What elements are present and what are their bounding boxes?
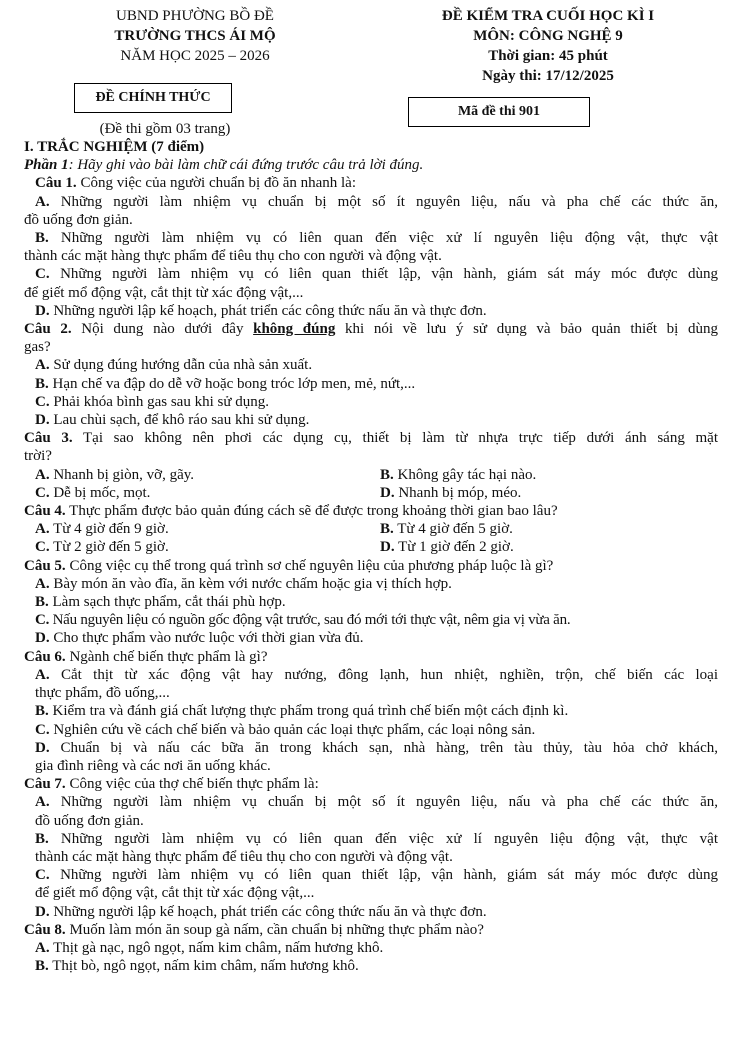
subject: MÔN: CÔNG NGHỆ 9: [473, 28, 623, 44]
q8-option-a: A. Thịt gà nạc, ngô ngọt, nấm kim châm, nấm hương khô.: [35, 939, 384, 956]
q7-option-a: A. Những người làm nhiệm vụ chuẩn bị một số ít nguyên liệu, nấu và pha chế các thức ăn,: [35, 794, 718, 811]
q1-option-a: A. Những người làm nhiệm vụ chuẩn bị một số ít nguyên liệu, nấu và pha chế các thức ăn,: [35, 193, 718, 210]
school-year: NĂM HỌC 2025 – 2026: [120, 48, 270, 64]
q3-options-row-2: [24, 484, 718, 502]
exam-content: [24, 138, 718, 975]
q7-option-c-cont: để giết mổ động vật, cắt thịt từ xác động vật,...: [35, 885, 315, 902]
q3-option-d: D. Nhanh bị móp, méo.: [380, 484, 522, 501]
header-right: [378, 6, 718, 86]
emphasis-not-correct: không đúng: [253, 321, 336, 338]
q5-option-c: C. Nấu nguyên liệu có nguồn gốc động vật trước, sau đó mới tới thực vật, nêm gia vị vừa ăn.: [35, 612, 571, 629]
q6-option-d-cont: gia đình riêng và các nơi ăn uống khác.: [35, 757, 271, 774]
q1-option-c-cont: để giết mổ động vật, cắt thịt từ xác động vật,...: [24, 284, 304, 301]
q4-option-c: C. Từ 2 giờ đến 5 giờ.: [35, 539, 169, 556]
pages-note: (Đề thi gồm 03 trang): [99, 121, 231, 137]
q4-option-a: A. Từ 4 giờ đến 9 giờ.: [35, 521, 169, 538]
q1-option-b: B. Những người làm nhiệm vụ có liên quan đến việc xử lí nguyên liệu động vật, thực vật: [35, 230, 718, 247]
question-3: Câu 3. Tại sao không nên phơi các dụng cụ, thiết bị làm từ nhựa trực tiếp dưới ánh sáng mặt: [24, 430, 718, 447]
q1-option-c: C. Những người làm nhiệm vụ có liên quan thiết lập, vận hành, giám sát máy móc được dùng: [35, 266, 718, 283]
district-name: UBND PHƯỜNG BỒ ĐỀ: [116, 8, 274, 24]
q1-option-b-cont: thành các mặt hàng thực phẩm để tiêu thụ cho con người và động vật.: [24, 248, 442, 265]
question-3-cont: trời?: [24, 448, 52, 465]
q2-option-b: B. Hạn chế va đập do dễ vỡ hoặc bong tróc lớp men, mẻ, nứt,...: [35, 375, 416, 392]
q7-option-b: B. Những người làm nhiệm vụ có liên quan đến việc xử lí nguyên liệu động vật, thực vật: [35, 830, 718, 847]
q3-option-b: B. Không gây tác hại nào.: [380, 466, 537, 483]
q2-option-c: C. Phải khóa bình gas sau khi sử dụng.: [35, 393, 269, 410]
q1-option-d: D. Những người lập kế hoạch, phát triển các công thức nấu ăn và thực đơn.: [35, 302, 487, 319]
header-left: [40, 6, 350, 66]
q4-options-row-2: [24, 538, 718, 556]
section-title: I. TRẮC NGHIỆM (7 điểm): [24, 139, 205, 155]
q6-option-c: C. Nghiên cứu về cách chế biến và bảo quản các loại thực phẩm, các loại nông sản.: [35, 721, 536, 738]
q6-option-b: B. Kiểm tra và đánh giá chất lượng thực phẩm trong quá trình chế biến một cách định kì.: [35, 703, 569, 720]
q7-option-d: D. Những người lập kế hoạch, phát triển các công thức nấu ăn và thực đơn.: [35, 903, 487, 920]
question-2: Câu 2. Nội dung nào dưới đây không đúng khi nói về lưu ý sử dụng và bảo quản thiết bị dùng: [24, 321, 718, 338]
q5-option-d: D. Cho thực phẩm vào nước luộc với thời gian vừa đủ.: [35, 630, 364, 647]
q8-option-b: B. Thịt bò, ngô ngọt, nấm kim châm, nấm hương khô.: [35, 958, 359, 975]
q3-options-row-1: [24, 466, 718, 484]
q6-option-a: A. Cắt thịt từ xác động vật hay nướng, đông lạnh, hun nhiệt, nghiền, trộn, chế biến các loại: [35, 666, 718, 683]
q3-option-a: A. Nhanh bị giòn, vỡ, gãy.: [35, 466, 195, 483]
question-1: Câu 1. Công việc của người chuẩn bị đồ ăn nhanh là:: [35, 175, 357, 192]
q6-option-d: D. Chuẩn bị và nấu các bữa ăn trong khách sạn, nhà hàng, trên tàu thủy, tàu hỏa chở khách,: [35, 739, 718, 756]
duration: Thời gian: 45 phút: [488, 48, 608, 64]
exam-title: ĐỀ KIỂM TRA CUỐI HỌC KÌ I: [441, 8, 655, 24]
q7-option-a-cont: đồ uống đơn giản.: [35, 812, 144, 829]
question-5: Câu 5. Công việc cụ thể trong quá trình sơ chế nguyên liệu của phương pháp luộc là gì?: [24, 557, 554, 574]
question-4: Câu 4. Thực phẩm được bảo quản đúng cách sẽ để được trong khoảng thời gian bao lâu?: [24, 503, 558, 520]
q7-option-b-cont: thành các mặt hàng thực phẩm để tiêu thụ cho con người và động vật.: [35, 848, 453, 865]
q3-option-c: C. Dễ bị mốc, mọt.: [35, 484, 151, 501]
q7-option-c: C. Những người làm nhiệm vụ có liên quan thiết lập, vận hành, giám sát máy móc được dùng: [35, 867, 718, 884]
question-2-cont: gas?: [24, 339, 51, 356]
school-name: TRƯỜNG THCS ÁI MỘ: [114, 28, 276, 44]
q6-option-a-cont: thực phẩm, đồ uống,...: [35, 685, 170, 702]
q4-option-d: D. Từ 1 giờ đến 2 giờ.: [380, 539, 514, 556]
q4-options-row-1: [24, 520, 718, 538]
official-exam-box: ĐỀ CHÍNH THỨC: [74, 83, 232, 113]
question-7: Câu 7. Công việc của thợ chế biến thực phẩm là:: [24, 776, 319, 793]
q5-option-a: A. Bày món ăn vào đĩa, ăn kèm với nước chấm hoặc gia vị thích hợp.: [35, 575, 452, 592]
part-label: Phần 1: [24, 157, 69, 174]
q1-option-a-cont: đồ uống đơn giản.: [24, 211, 133, 228]
exam-date: Ngày thi: 17/12/2025: [482, 68, 614, 84]
q5-option-b: B. Làm sạch thực phẩm, cắt thái phù hợp.: [35, 594, 286, 611]
exam-code-box: Mã đề thi 901: [408, 97, 590, 127]
part-instruction: Phần 1: Hãy ghi vào bài làm chữ cái đứng trước câu trả lời đúng.: [24, 157, 424, 174]
q2-option-a: A. Sử dụng đúng hướng dẫn của nhà sản xuất.: [35, 357, 313, 374]
q2-option-d: D. Lau chùi sạch, để khô ráo sau khi sử dụng.: [35, 412, 310, 429]
q4-option-b: B. Từ 4 giờ đến 5 giờ.: [380, 521, 513, 538]
question-8: Câu 8. Muốn làm món ăn soup gà nấm, cần chuẩn bị những thực phẩm nào?: [24, 921, 484, 938]
question-6: Câu 6. Ngành chế biến thực phẩm là gì?: [24, 648, 268, 665]
